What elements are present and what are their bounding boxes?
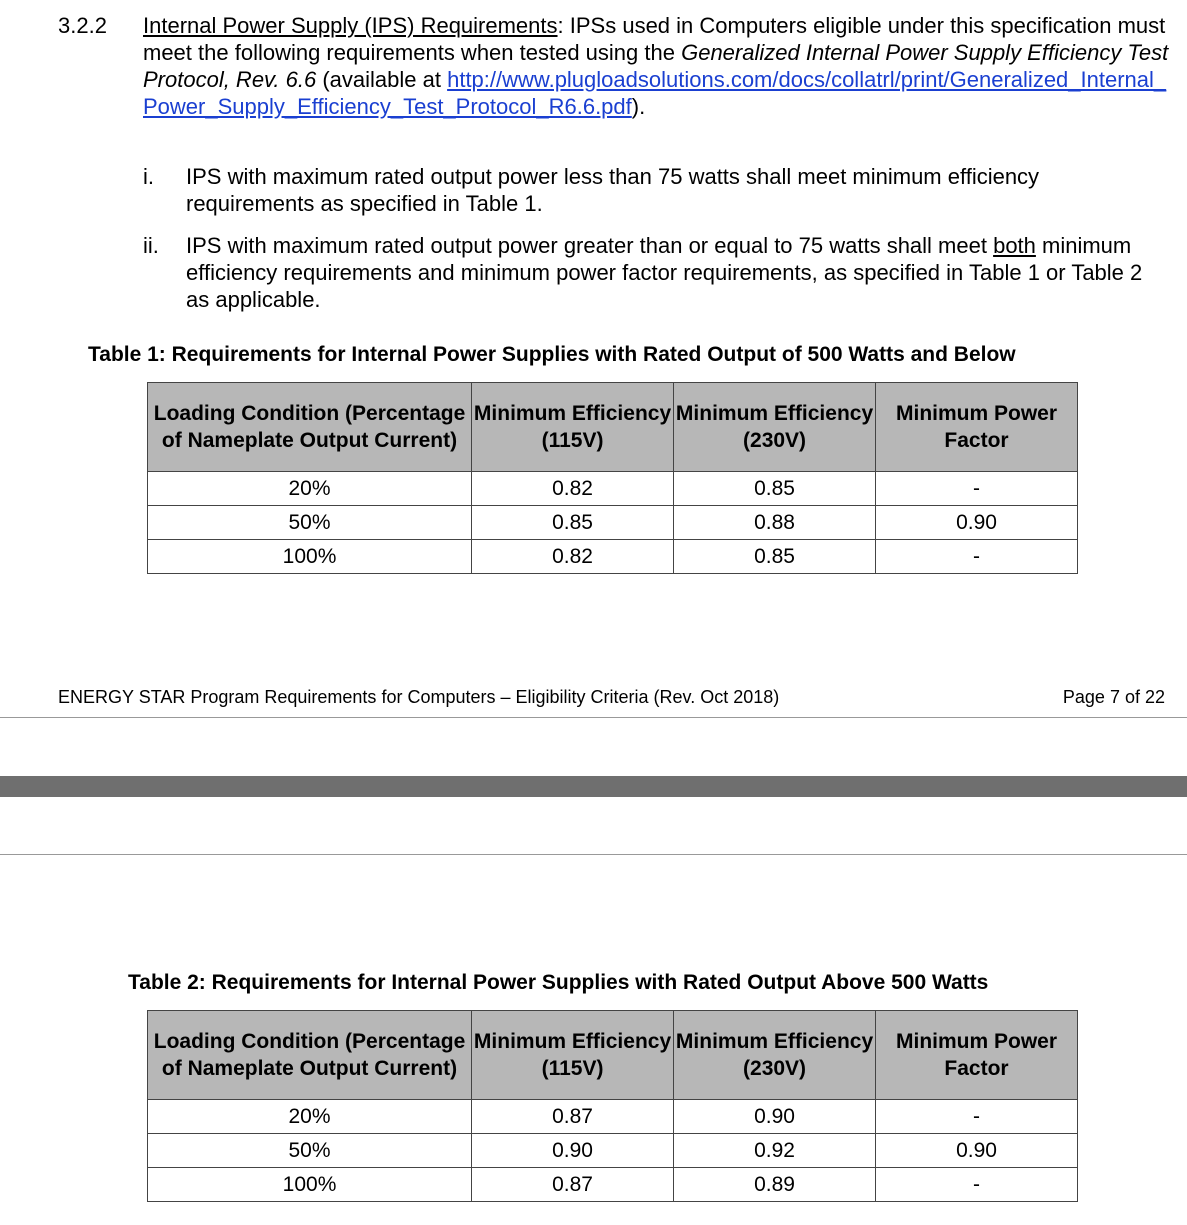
section-text-3: ).	[631, 94, 646, 119]
section-number: 3.2.2	[58, 13, 107, 38]
table1-header-loading: Loading Condition (Percentage of Nameplate Output Current)	[148, 383, 472, 472]
item-text-i: IPS with maximum rated output power less than 75 watts shall meet minimum efficiency requirements as specified in Table 1.	[186, 164, 1040, 216]
table2-header-pf: Minimum Power Factor	[876, 1011, 1078, 1100]
footer-divider	[0, 717, 1187, 718]
table1-header-eff230: Minimum Efficiency (230V)	[674, 383, 876, 472]
table-cell: 100%	[148, 540, 472, 574]
item-ii-emphasis: both	[993, 233, 1036, 258]
table-cell: 0.90	[876, 506, 1078, 540]
table2-caption: Table 2: Requirements for Internal Power Supplies with Rated Output Above 500 Watts	[128, 971, 989, 994]
table1	[147, 382, 1078, 574]
table2-header-row	[148, 1011, 1078, 1100]
table1-caption: Table 1: Requirements for Internal Power Supplies with Rated Output of 500 Watts and Below	[88, 343, 1016, 366]
table-row	[148, 1134, 1078, 1168]
table-cell: 0.82	[472, 472, 674, 506]
table-row	[148, 540, 1078, 574]
table-cell: 0.87	[472, 1100, 674, 1134]
table-cell: 0.85	[472, 506, 674, 540]
table-cell: -	[876, 472, 1078, 506]
section-paragraph	[143, 12, 1173, 120]
footer-text: ENERGY STAR Program Requirements for Computers – Eligibility Criteria (Rev. Oct 2018)	[58, 687, 780, 707]
table-cell: 0.92	[674, 1134, 876, 1168]
section-heading: Internal Power Supply (IPS) Requirements	[143, 13, 558, 38]
table2-header-eff230: Minimum Efficiency (230V)	[674, 1011, 876, 1100]
table-cell: 0.90	[674, 1100, 876, 1134]
header-divider	[0, 854, 1187, 855]
item-marker-i: i.	[143, 164, 154, 189]
table-cell: 50%	[148, 506, 472, 540]
table-cell: 50%	[148, 1134, 472, 1168]
section-text-1: : IPSs used in Computers eligible under this specification must meet the following requirements when tested using the	[143, 13, 1166, 65]
table-cell: 0.89	[674, 1168, 876, 1202]
table1-header-row	[148, 383, 1078, 472]
table-cell: 0.88	[674, 506, 876, 540]
item-ii-text-before: IPS with maximum rated output power greater than or equal to 75 watts shall meet	[186, 233, 994, 258]
table2-header-eff115: Minimum Efficiency (115V)	[472, 1011, 674, 1100]
item-ii-text-after: minimum efficiency requirements and minimum power factor requirements, as specified in Table 1 or Table 2 as applicable.	[186, 233, 1143, 312]
table-cell: 0.90	[472, 1134, 674, 1168]
table-cell: 0.85	[674, 540, 876, 574]
table2-header-loading: Loading Condition (Percentage of Nameplate Output Current)	[148, 1011, 472, 1100]
table-cell: 100%	[148, 1168, 472, 1202]
table-cell: 0.87	[472, 1168, 674, 1202]
table-cell: 0.85	[674, 472, 876, 506]
table-cell: 20%	[148, 1100, 472, 1134]
table-cell: 0.90	[876, 1134, 1078, 1168]
table-cell: -	[876, 1100, 1078, 1134]
table-cell: 20%	[148, 472, 472, 506]
table-cell: -	[876, 540, 1078, 574]
protocol-title: Generalized Internal Power Supply Efficiency Test Protocol, Rev. 6.6	[143, 40, 1169, 92]
table1-header-eff115: Minimum Efficiency (115V)	[472, 383, 674, 472]
table-row	[148, 1168, 1078, 1202]
table1-header-pf: Minimum Power Factor	[876, 383, 1078, 472]
table-cell: 0.82	[472, 540, 674, 574]
table2	[147, 1010, 1078, 1202]
table-row	[148, 1100, 1078, 1134]
table-row	[148, 506, 1078, 540]
table-cell: -	[876, 1168, 1078, 1202]
page-break-band	[0, 776, 1187, 797]
item-text-ii	[186, 232, 1161, 313]
protocol-link[interactable]: http://www.plugloadsolutions.com/docs/collatrl/print/Generalized_Internal_Power_Supply_Efficiency_Test_Protocol_R6.6.pdf	[143, 67, 1167, 119]
section-text-2: (available at	[316, 67, 448, 92]
page-number: Page 7 of 22	[1062, 687, 1165, 707]
table-row	[148, 472, 1078, 506]
item-marker-ii: ii.	[143, 233, 159, 258]
